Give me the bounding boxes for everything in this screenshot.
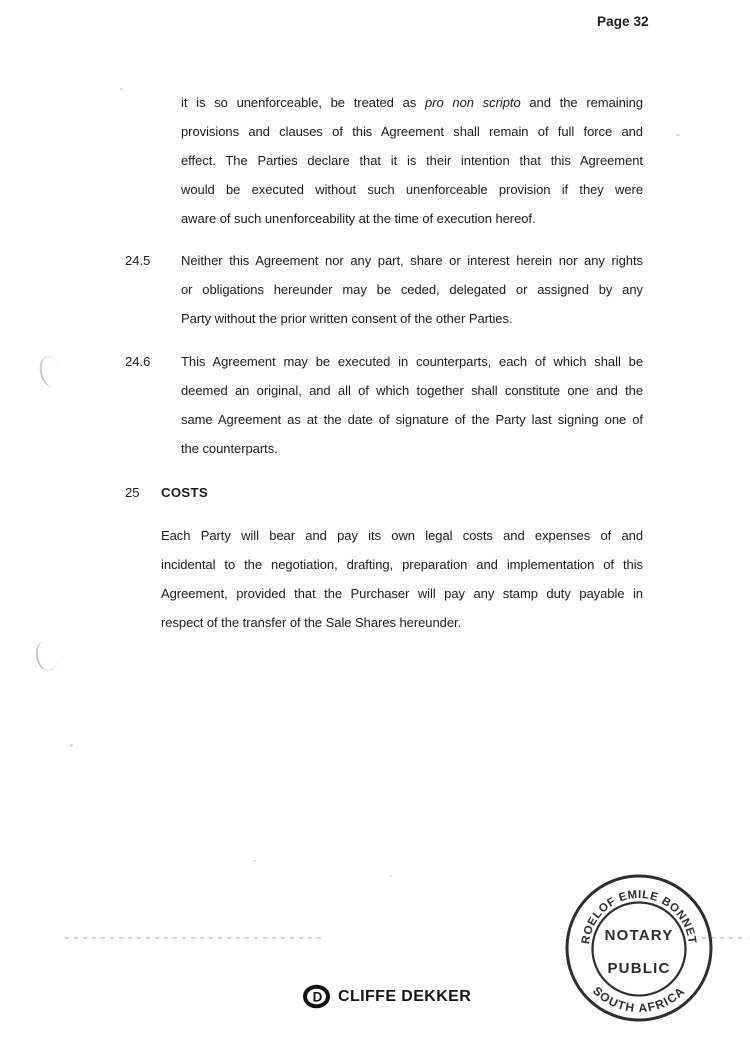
faint-dotted-line-left [65,937,323,939]
scan-artifact-curve-bottom [34,639,60,673]
notary-stamp [559,868,719,1028]
intro-line-with-latin [181,88,643,117]
stamp-arc-bottom-text: SOUTH AFRICA [590,983,688,1016]
text-line: incidental to the negotiation, drafting, preparation and implementation of this [161,557,643,572]
intro-paragraph-lines [181,117,643,233]
text-line: or obligations hereunder may be ceded, delegated or assigned by any [181,282,643,297]
clause-number-24-6: 24.6 [125,354,151,369]
text-line: the counterparts. [181,441,278,456]
firm-logo [302,984,471,1009]
text-line: respect of the transfer of the Sale Shares hereunder. [161,615,462,630]
page-number: Page 32 [597,14,649,29]
text-line: Party without the prior written consent of the other Parties. [181,311,513,326]
scan-speck [70,744,73,747]
intro-paragraph [181,88,643,233]
stamp-public-text: PUBLIC [607,960,671,977]
clause-number-25: 25 [125,485,140,500]
text-line: effect. The Parties declare that it is their intention that this Agreement [181,153,643,168]
text-line: would be executed without such unenforceable provision if they were [181,182,643,197]
clause-24-5-lines [181,246,643,333]
stamp-arc-top-text: ROELOF EMILE BONNET [580,888,698,945]
scan-artifact-curve-top [37,354,63,388]
firm-name: CLIFFE DEKKER [338,987,472,1005]
text-line: Each Party will bear and pay its own legal costs and expenses of and [161,528,643,543]
text-line: deemed an original, and all of which together shall constitute one and the [181,383,643,398]
stamp-notary-text: NOTARY [604,927,674,944]
scan-speck [120,88,123,90]
costs-paragraph [161,521,643,637]
scan-speck [676,134,680,136]
text-line: provisions and clauses of this Agreement shall remain of full force and [181,124,643,139]
intro-line-pre: it is so unenforceable, be treated as [181,95,425,110]
latin-phrase: pro non scripto [425,95,521,110]
text-line: same Agreement as at the date of signature of the Party last signing one of [181,412,643,427]
stamp-inner-circle [593,903,686,996]
text-line: Agreement, provided that the Purchaser will pay any stamp duty payable in [161,586,643,601]
scan-speck [253,860,256,862]
text-line: Neither this Agreement nor any part, share or interest herein nor any rights [181,253,643,268]
text-line: This Agreement may be executed in counterparts, each of which shall be [181,354,643,369]
clause-24-5-body [181,246,643,333]
text-line: aware of such unenforceability at the time of execution hereof. [181,211,536,226]
firm-logo-mark [302,984,331,1009]
costs-heading: COSTS [161,485,208,500]
logo-monogram: D [312,989,323,1005]
scan-speck [390,875,392,877]
clause-24-6-lines [181,347,643,463]
costs-paragraph-lines [161,521,643,637]
clause-24-6-body [181,347,643,463]
intro-line-post: and the remaining [520,95,643,110]
clause-number-24-5: 24.5 [125,253,151,268]
